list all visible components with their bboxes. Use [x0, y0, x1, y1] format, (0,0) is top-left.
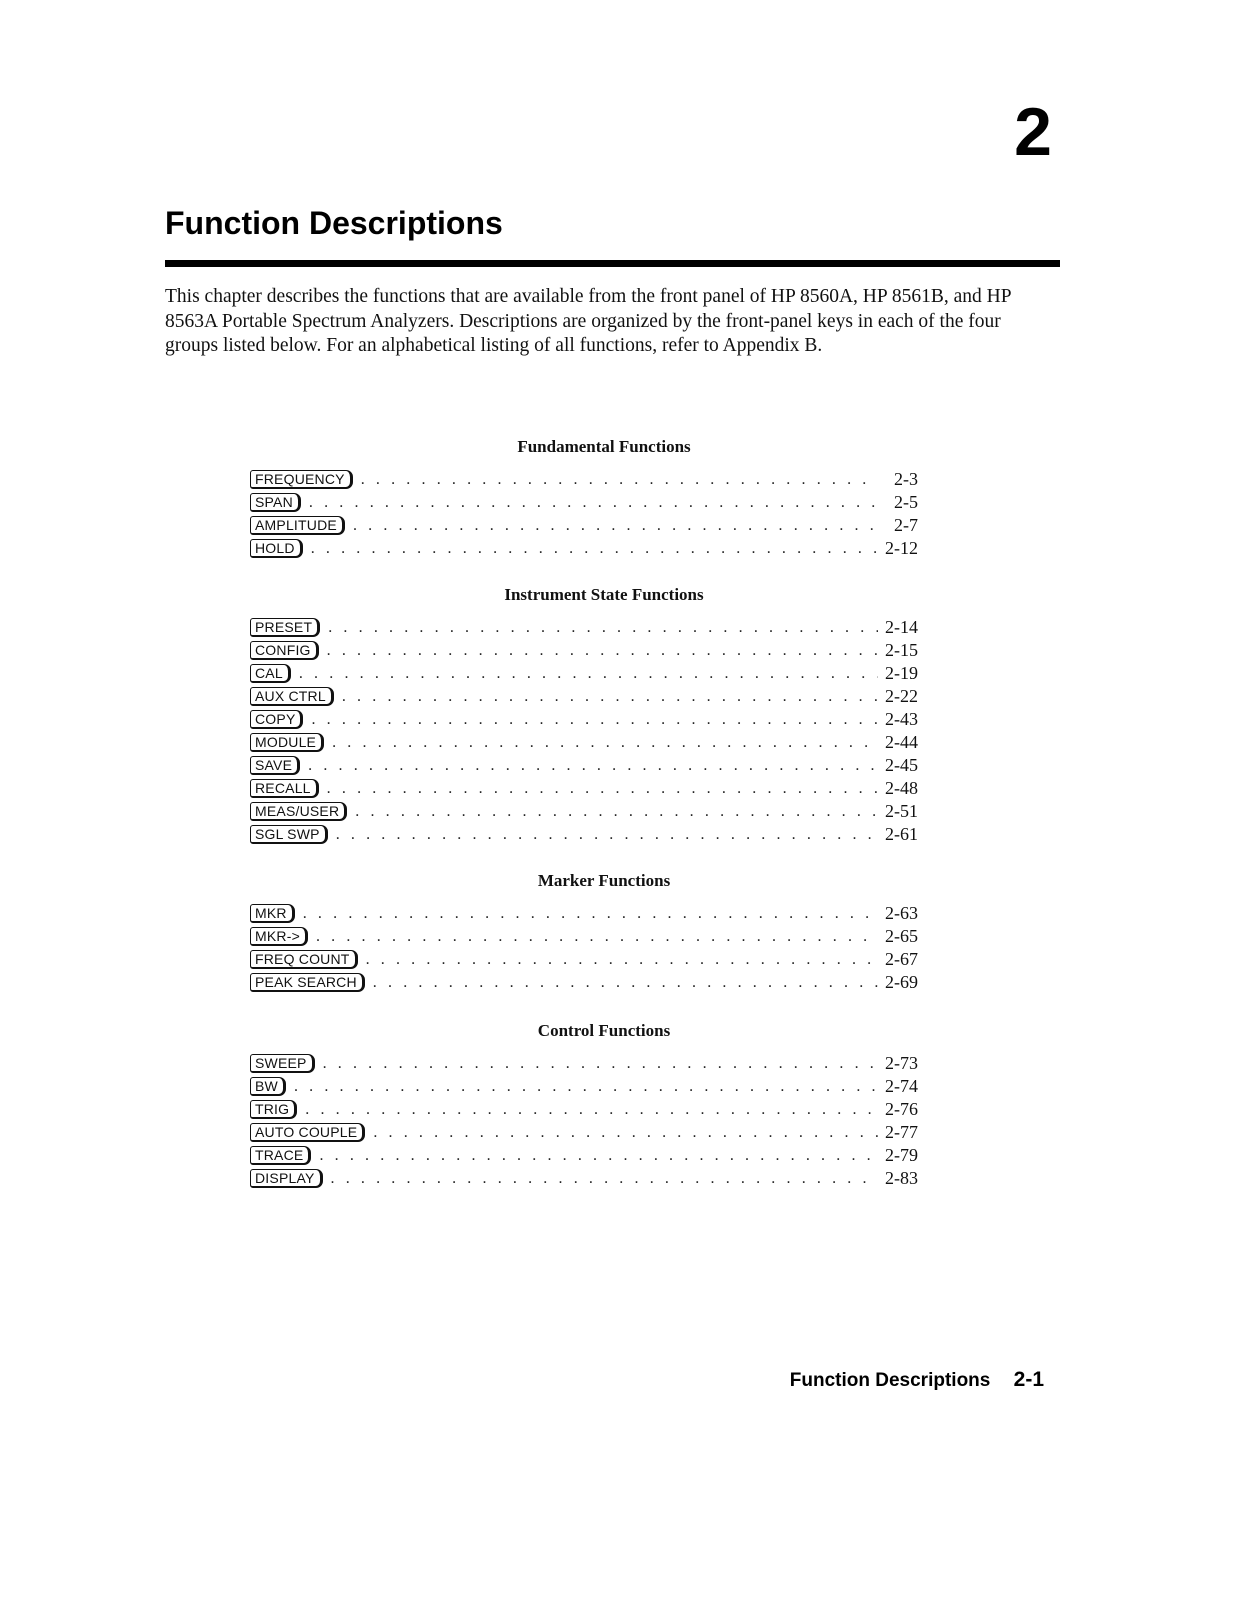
- dot-leader: [331, 1169, 879, 1189]
- toc-entry[interactable]: [250, 1075, 918, 1098]
- toc-entry[interactable]: [250, 902, 918, 925]
- page-ref: 2-15: [885, 640, 918, 660]
- page-ref: 2-12: [885, 538, 918, 558]
- dot-leader: [361, 470, 878, 490]
- dot-leader: [355, 802, 878, 822]
- key-amplitude: AMPLITUDE: [250, 516, 345, 535]
- toc-entry[interactable]: [250, 537, 918, 560]
- footer-page-number: 2-1: [1013, 1368, 1044, 1391]
- page-ref: 2-83: [885, 1168, 918, 1188]
- key-span: SPAN: [250, 493, 301, 512]
- dot-leader: [336, 825, 878, 845]
- toc-entry[interactable]: [250, 639, 918, 662]
- key-mkr: MKR: [250, 904, 295, 923]
- page-ref: 2-65: [885, 926, 918, 946]
- page-ref: 2-7: [894, 515, 918, 535]
- dot-leader: [366, 950, 878, 970]
- dot-leader: [342, 687, 878, 707]
- key-aux-ctrl: AUX CTRL: [250, 687, 334, 706]
- dot-leader: [373, 973, 878, 993]
- page-ref: 2-51: [885, 801, 918, 821]
- key-frequency: FREQUENCY: [250, 470, 353, 489]
- page-ref: 2-63: [885, 903, 918, 923]
- page-footer: [790, 1368, 1044, 1392]
- toc-entry[interactable]: [250, 514, 918, 537]
- dot-leader: [309, 493, 878, 513]
- key-display: DISPLAY: [250, 1169, 323, 1188]
- page-ref: 2-3: [894, 469, 918, 489]
- dot-leader: [319, 1146, 878, 1166]
- toc-entry[interactable]: [250, 1098, 918, 1121]
- key-module: MODULE: [250, 733, 324, 752]
- key-auto-couple: AUTO COUPLE: [250, 1123, 365, 1142]
- page-ref: 2-79: [885, 1145, 918, 1165]
- key-trace: TRACE: [250, 1146, 311, 1165]
- toc-entry[interactable]: [250, 468, 918, 491]
- page-ref: 2-67: [885, 949, 918, 969]
- dot-leader: [353, 516, 878, 536]
- toc-entry[interactable]: [250, 823, 918, 846]
- intro-paragraph: This chapter describes the functions that are available from the front panel of HP 8560A, HP 8561B, and HP 8563A Portable Spectrum Analyzers. Descriptions are organized by the front-panel keys in each of the four groups listed below. For an alphabetical listing of all functions, refer to Appendix B.: [165, 286, 1011, 356]
- toc-entry[interactable]: [250, 800, 918, 823]
- toc-group-marker: [250, 870, 918, 994]
- page-ref: 2-76: [885, 1099, 918, 1119]
- dot-leader: [327, 641, 878, 661]
- dot-leader: [332, 733, 878, 753]
- toc-entry[interactable]: [250, 925, 918, 948]
- page-ref: 2-73: [885, 1053, 918, 1073]
- dot-leader: [303, 904, 878, 924]
- page-ref: 2-19: [885, 663, 918, 683]
- chapter-number: 2: [1014, 94, 1052, 170]
- key-preset: PRESET: [250, 618, 320, 637]
- toc-entry[interactable]: [250, 662, 918, 685]
- key-mkr-arrow: MKR->: [250, 927, 308, 946]
- toc-entry[interactable]: [250, 948, 918, 971]
- page-ref: 2-69: [885, 972, 918, 992]
- toc-entry[interactable]: [250, 1167, 918, 1190]
- dot-leader: [327, 779, 878, 799]
- page-ref: 2-74: [885, 1076, 918, 1096]
- key-recall: RECALL: [250, 779, 319, 798]
- toc-entry[interactable]: [250, 971, 918, 994]
- page-ref: 2-77: [885, 1122, 918, 1142]
- toc-group-heading: Fundamental Functions: [517, 437, 691, 456]
- toc-entry[interactable]: [250, 685, 918, 708]
- dot-leader: [316, 927, 878, 947]
- key-hold: HOLD: [250, 539, 303, 558]
- toc-group-fundamental: [250, 436, 918, 560]
- page-ref: 2-44: [885, 732, 918, 752]
- key-save: SAVE: [250, 756, 300, 775]
- toc-group-control: [250, 1020, 918, 1190]
- toc-entry[interactable]: [250, 616, 918, 639]
- key-config: CONFIG: [250, 641, 319, 660]
- footer-section-title: Function Descriptions: [789, 1370, 991, 1391]
- page-ref: 2-22: [885, 686, 918, 706]
- key-sgl-swp: SGL SWP: [250, 825, 328, 844]
- dot-leader: [308, 756, 878, 776]
- toc-group-heading: Control Functions: [537, 1021, 671, 1040]
- chapter-title: Function Descriptions: [165, 205, 503, 241]
- toc-entry[interactable]: [250, 731, 918, 754]
- toc-group-heading: Instrument State Functions: [504, 585, 704, 604]
- dot-leader: [294, 1077, 878, 1097]
- title-rule: [165, 260, 1060, 267]
- key-freq-count: FREQ COUNT: [250, 950, 358, 969]
- toc-entry[interactable]: [250, 708, 918, 731]
- toc-entry[interactable]: [250, 1121, 918, 1144]
- dot-leader: [328, 618, 878, 638]
- dot-leader: [311, 710, 878, 730]
- page-ref: 2-14: [885, 617, 918, 637]
- key-cal: CAL: [250, 664, 291, 683]
- dot-leader: [311, 539, 878, 559]
- toc-entry[interactable]: [250, 491, 918, 514]
- key-copy: COPY: [250, 710, 303, 729]
- dot-leader: [323, 1054, 878, 1074]
- toc-entry[interactable]: [250, 777, 918, 800]
- key-trig: TRIG: [250, 1100, 297, 1119]
- key-peak-search: PEAK SEARCH: [250, 973, 365, 992]
- toc-group-heading: Marker Functions: [537, 871, 671, 890]
- key-bw: BW: [250, 1077, 286, 1096]
- page-ref: 2-61: [885, 824, 918, 844]
- dot-leader: [299, 664, 878, 684]
- page-ref: 2-5: [894, 492, 918, 512]
- dot-leader: [305, 1100, 878, 1120]
- page-ref: 2-45: [885, 755, 918, 775]
- key-meas-user: MEAS/USER: [250, 802, 347, 821]
- toc-entry[interactable]: [250, 754, 918, 777]
- toc-entry[interactable]: [250, 1052, 918, 1075]
- key-sweep: SWEEP: [250, 1054, 315, 1073]
- page-ref: 2-43: [885, 709, 918, 729]
- toc-group-instrument-state: [250, 584, 918, 846]
- page-ref: 2-48: [885, 778, 918, 798]
- toc-entry[interactable]: [250, 1144, 918, 1167]
- dot-leader: [373, 1123, 878, 1143]
